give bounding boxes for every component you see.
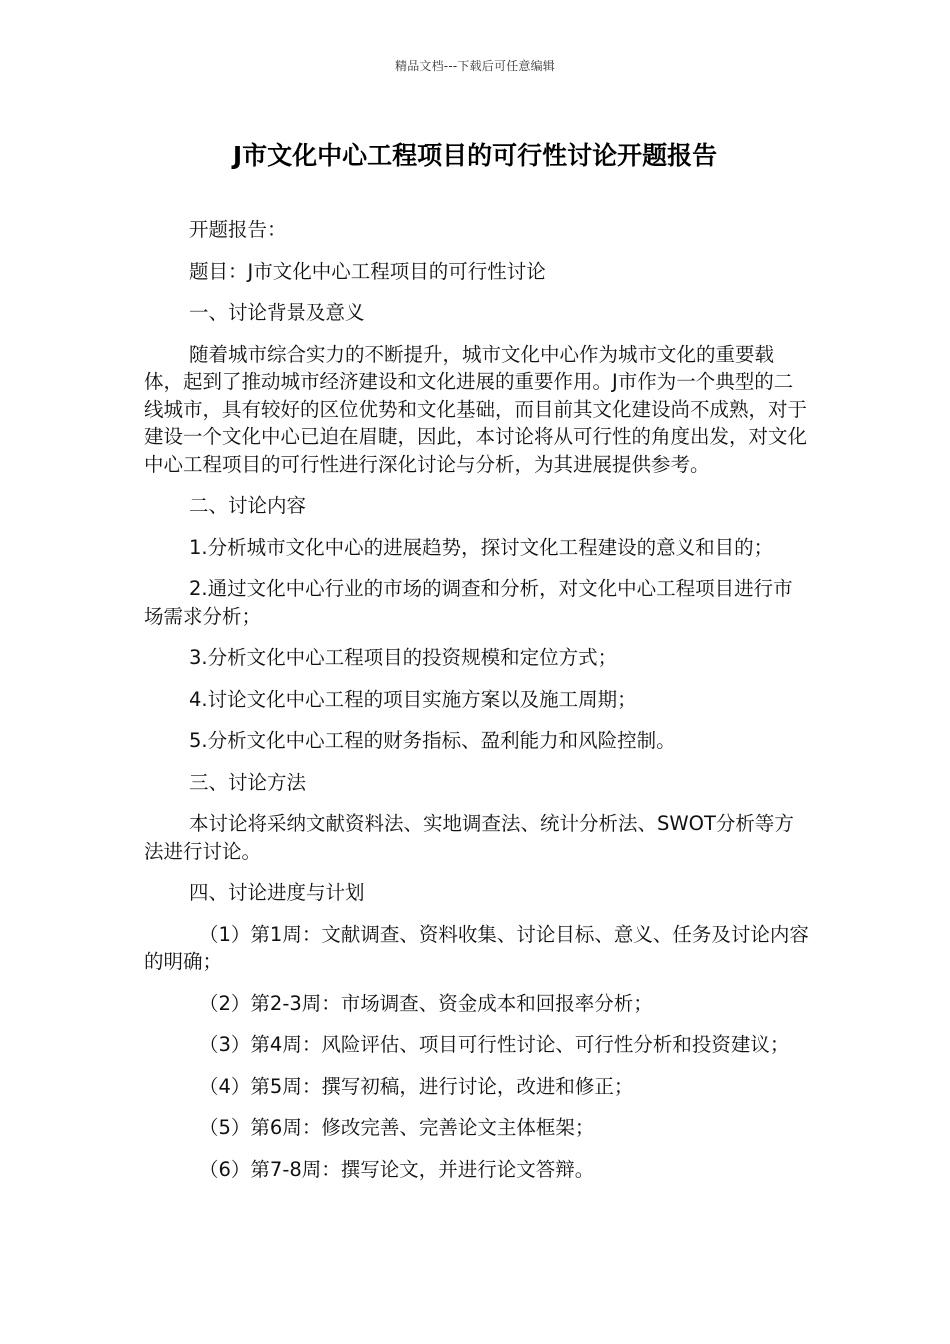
method-paragraph: 本讨论将采纳文献资料法、实地调查法、统计分析法、SWOT分析等方法进行讨论。 xyxy=(144,812,794,863)
schedule-item-1: （1）第1周：文献调查、资料收集、讨论目标、意义、任务及讨论内容的明确； xyxy=(144,922,809,973)
report-label: 开题报告： xyxy=(189,218,287,241)
content-item-2: 2.通过文化中心行业的市场的调查和分析，对文化中心工程项目进行市场需求分析； xyxy=(144,577,793,628)
content-item-1: 1.分析城市文化中心的进展趋势，探讨文化工程建设的意义和目的； xyxy=(189,535,774,559)
document-title: J市文化中心工程项目的可行性讨论开题报告 xyxy=(232,141,718,170)
section-heading-background: 一、讨论背景及意义 xyxy=(189,301,365,324)
background-paragraph: 随着城市综合实力的不断提升，城市文化中心作为城市文化的重要载体，起到了推动城市经济建设和文化进展的重要作用。J市作为一个典型的二线城市，具有较好的区位优势和文化基础，而目前其文化建设尚不成熟，对于建设一个文化中心已迫在眉睫，因此，本讨论将从可行性的角度出发，对文化中心工程项目的可行性进行深化讨论与分析，为其进展提供参考。 xyxy=(144,342,808,476)
section-heading-schedule: 四、讨论进度与计划 xyxy=(189,881,365,904)
document-body xyxy=(144,216,812,1197)
content-item-5: 5.分析文化中心工程的财务指标、盈利能力和风险控制。 xyxy=(189,729,676,752)
schedule-item-5: （5）第6周：修改完善、完善论文主体框架； xyxy=(199,1116,595,1139)
schedule-item-3: （3）第4周：风险评估、项目可行性讨论、可行性分析和投资建议； xyxy=(199,1033,790,1056)
section-heading-content: 二、讨论内容 xyxy=(189,494,307,517)
content-item-3: 3.分析文化中心工程项目的投资规模和定位方式； xyxy=(189,646,618,669)
content-item-4: 4.讨论文化中心工程的项目实施方案以及施工周期； xyxy=(189,687,637,711)
page-header-watermark: 精品文档---下载后可任意编辑 xyxy=(395,59,555,73)
schedule-item-4: （4）第5周：撰写初稿，进行讨论，改进和修正； xyxy=(199,1074,634,1098)
topic-line: 题目：J市文化中心工程项目的可行性讨论 xyxy=(189,259,546,283)
schedule-item-2: （2）第2-3周：市场调查、资金成本和回报率分析； xyxy=(199,991,653,1015)
section-heading-method: 三、讨论方法 xyxy=(189,770,307,794)
schedule-item-6: （6）第7-8周：撰写论文，并进行论文答辩。 xyxy=(199,1157,595,1181)
